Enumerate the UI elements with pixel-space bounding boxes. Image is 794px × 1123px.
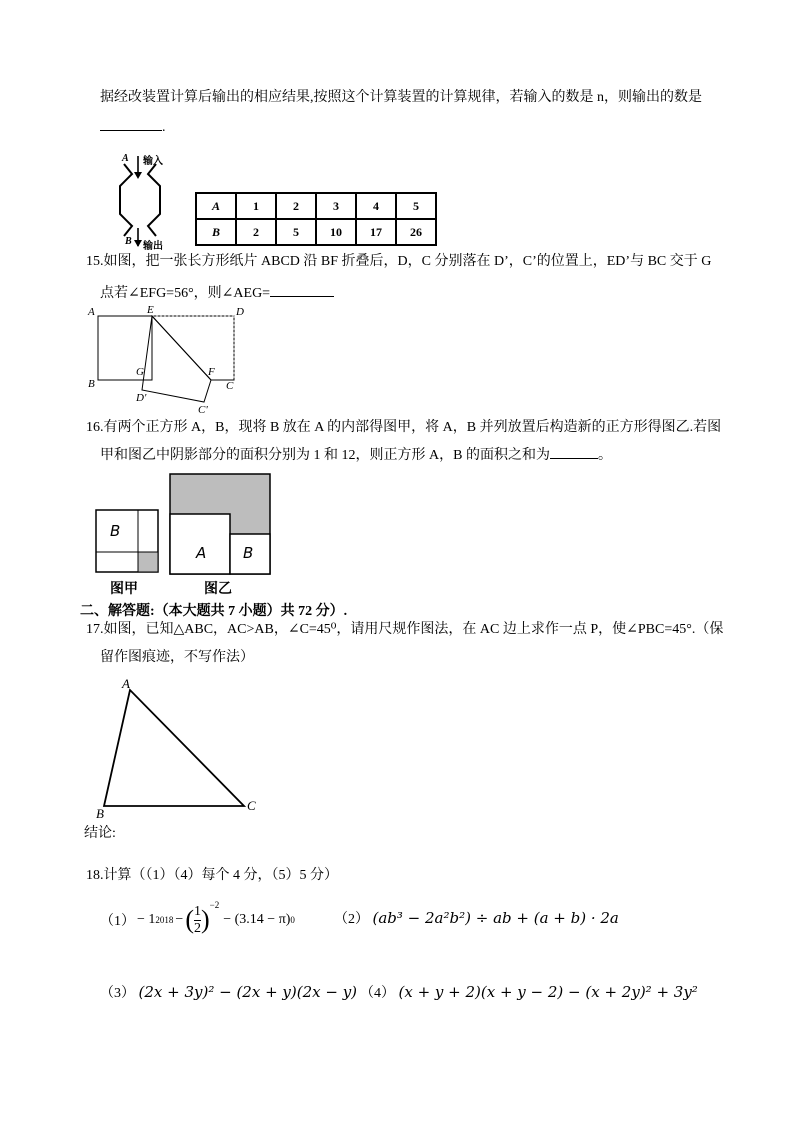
table-row-b	[196, 219, 436, 245]
table-cell: 2	[236, 219, 276, 245]
machine-label-output: 输出	[143, 241, 163, 252]
point-label-b: B	[88, 378, 95, 390]
problem-label: （1）	[100, 914, 135, 929]
q15-text-line1: 15.如图，把一张长方形纸片 ABCD 沿 BF 折叠后，D，C 分别落在 D’，C’的位置上，ED’与 BC 交于 G	[86, 254, 712, 269]
table-cell: B	[196, 219, 236, 245]
fraction-one-half: $\frac{1}{2}$	[193, 903, 201, 936]
table-cell: 17	[356, 219, 396, 245]
input-output-table	[195, 192, 437, 246]
vertex-label-c: C	[247, 798, 256, 813]
point-label-d-prime: D'	[136, 392, 147, 404]
point-label-f: F	[208, 366, 215, 378]
fold-diagram	[86, 304, 256, 420]
machine-label-input: 输入	[143, 156, 163, 167]
q18-title: 18.计算（（1）（4）每个 4 分，（5）5 分）	[86, 868, 338, 883]
q16-text-line1: 16.有两个正方形 A，B，现将 B 放在 A 的内部得图甲，将 A，B 并列放置后构造新的正方形得图乙.若图	[86, 420, 722, 435]
table-cell: 2	[276, 193, 316, 219]
table-cell: A	[196, 193, 236, 219]
answer-blank[interactable]	[550, 444, 598, 459]
answer-blank[interactable]	[270, 282, 334, 297]
q15-text-line2: 点若∠EFG=56°，则∠AEG=	[100, 282, 334, 304]
machine-label-a: A	[122, 153, 129, 164]
point-label-e: E	[147, 304, 154, 316]
caption-fig-1: 图甲	[110, 581, 138, 597]
triangle-figure	[92, 676, 262, 824]
square-label-a-fig2: A	[196, 544, 207, 562]
q14-text-line2: .	[100, 116, 166, 138]
problem-3: （3） (2x + 3y)² − (2x + y)(2x − y)	[100, 983, 358, 1001]
square-label-b-fig1: B	[110, 522, 121, 540]
table-cell: 4	[356, 193, 396, 219]
section-title: 二、解答题:（本大题共 7 小题）共 72 分）.	[80, 604, 348, 619]
table-row-a	[196, 193, 436, 219]
problem-label: （3）	[100, 986, 135, 1001]
point-label-d: D	[236, 306, 244, 318]
calculating-machine-figure	[110, 152, 170, 252]
square-label-b-fig2: B	[243, 544, 254, 562]
q17-text-line2: 留作图痕迹，不写作法）	[100, 650, 254, 665]
point-label-g: G	[136, 366, 144, 378]
table-cell: 5	[396, 193, 436, 219]
problem-1: （1） − 1 2018 − ( $\frac{1}{2}$ ) $^{-2}$ − (3.14 − π) 0	[100, 900, 295, 936]
problem-label: （4）	[360, 986, 395, 1001]
point-label-c: C	[226, 380, 234, 392]
table-cell: 10	[316, 219, 356, 245]
squares-diagram	[94, 472, 274, 578]
q16-text-line2: 甲和图乙中阴影部分的面积分别为 1 和 12，则正方形 A，B 的面积之和为 。	[100, 444, 612, 466]
table-cell: 1	[236, 193, 276, 219]
caption-fig-2: 图乙	[204, 581, 232, 597]
squares-figure	[94, 472, 274, 598]
q14-text-line1: 据经改装置计算后输出的相应结果,按照这个计算装置的计算规律，若输入的数是 n，则输出的数是	[100, 90, 702, 105]
table-cell: 3	[316, 193, 356, 219]
vertex-label-a: A	[122, 676, 130, 691]
problem-4: （4） (x + y + 2)(x + y − 2) − (x + 2y)² + 3y²	[360, 983, 698, 1001]
answer-blank[interactable]	[100, 116, 162, 131]
problem-2: （2） (ab³ − 2a²b²) ÷ ab + (a + b) · 2a	[334, 909, 619, 927]
triangle-abc	[92, 676, 262, 824]
problem-label: （2）	[334, 912, 369, 927]
table-cell: 5	[276, 219, 316, 245]
q17-text-line1: 17.如图，已知△ABC，AC>AB，∠C=45⁰，请用尺规作图法，在 AC 边上求作一点 P，使∠PBC=45°.（保	[86, 622, 724, 637]
table-cell: 26	[396, 219, 436, 245]
point-label-a: A	[88, 306, 95, 318]
folded-rectangle-figure	[86, 304, 256, 420]
vertex-label-b: B	[96, 806, 104, 821]
point-label-c-prime: C'	[198, 404, 208, 416]
conclusion-label: 结论:	[84, 826, 116, 841]
machine-label-b: B	[125, 236, 132, 247]
